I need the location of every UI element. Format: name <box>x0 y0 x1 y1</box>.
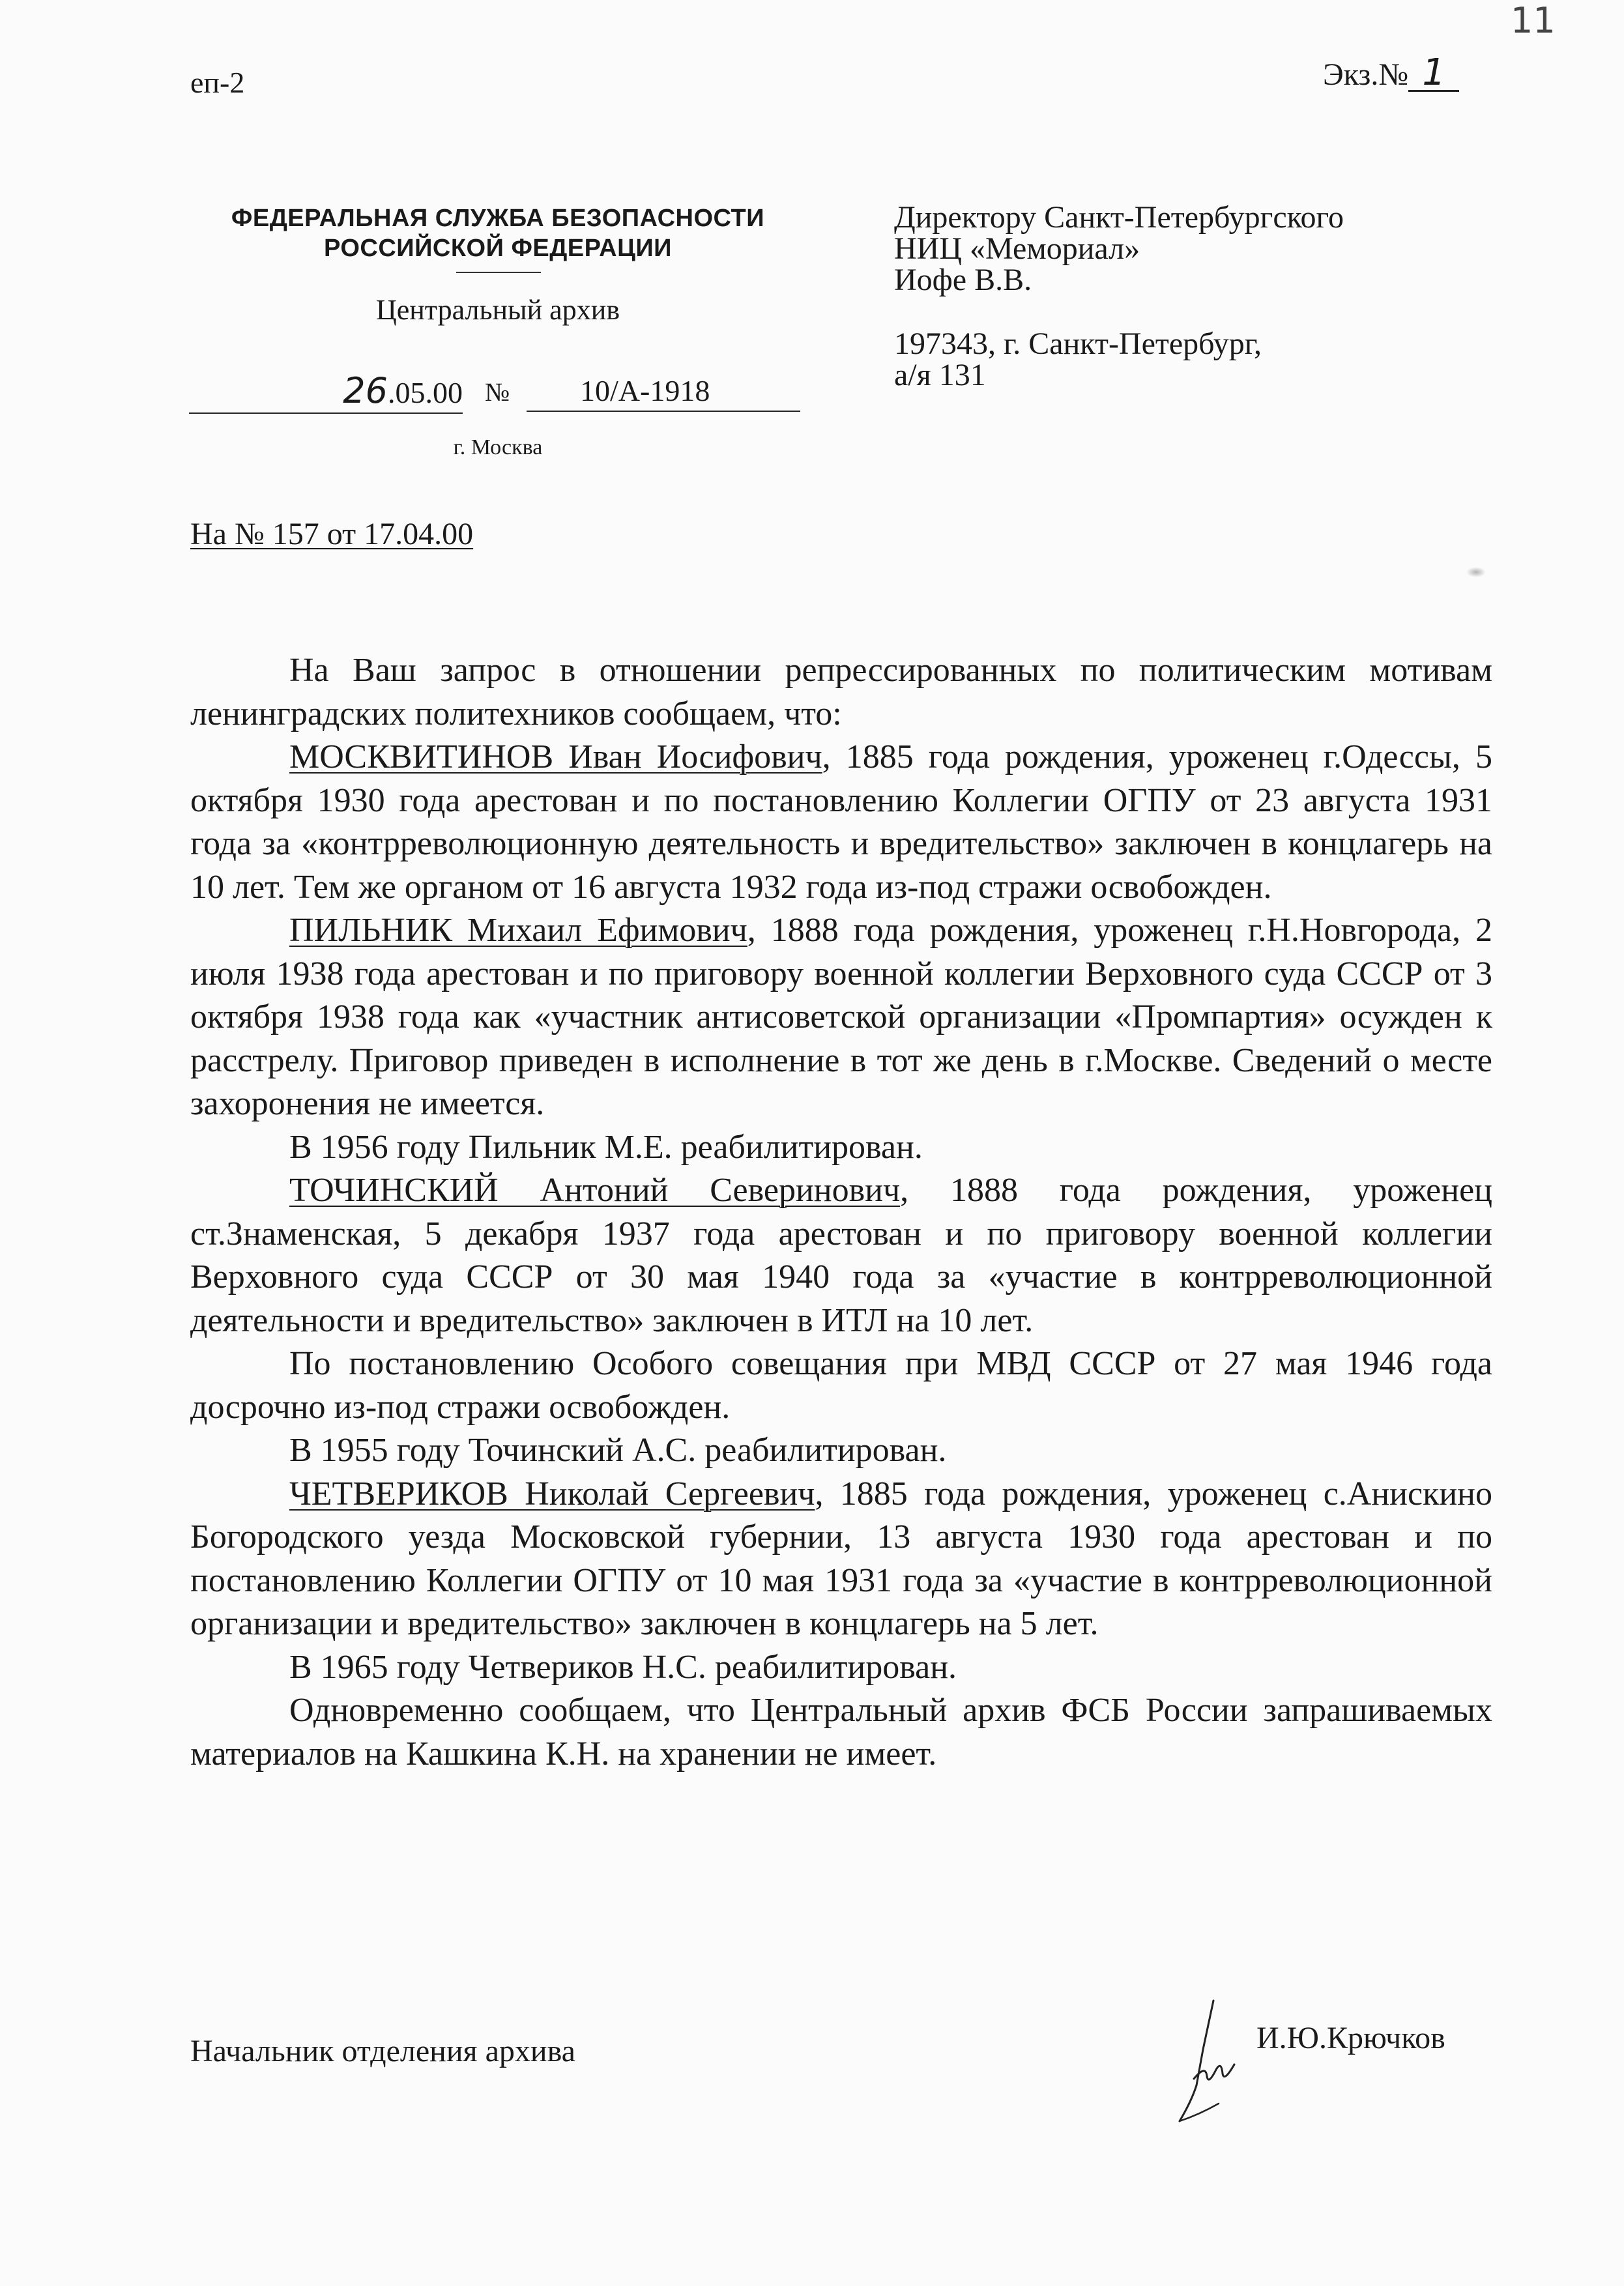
document-code: еп-2 <box>190 66 245 99</box>
addressee-address-1: 197343, г. Санкт-Петербург, <box>894 326 1262 361</box>
copy-number-value: 1 <box>1408 56 1459 92</box>
addressee-block <box>894 202 1494 391</box>
scan-smudge <box>1466 567 1486 577</box>
person-2-name: ПИЛЬНИК Михаил Ефимович <box>289 912 747 949</box>
addressee-address-2: а/я 131 <box>894 358 986 392</box>
person-3-details: , 1888 года рождения, уроженец ст.Знаменская, 5 декабря 1937 года арестован и по приговору военной коллегии Верховного суда СССР от 30 мая 1940 года за «участие в контрреволюционной деятельности и вредительство» заключен в ИТЛ на 10 лет. <box>190 1172 1492 1339</box>
signer-title: Начальник отделения архива <box>190 2034 575 2068</box>
body-intro: На Ваш запрос в отношении репрессированных по политическим мотивам ленинградских политехников сообщаем, что: <box>190 652 1492 732</box>
copy-number <box>1323 51 1459 94</box>
reference-to-request: На № 157 от 17.04.00 <box>190 517 474 551</box>
sender-city: г. Москва <box>453 435 543 459</box>
addressee-line-1: Директору Санкт-Петербургского <box>894 200 1344 235</box>
agency-line-2: РОССИЙСКОЙ ФЕДЕРАЦИИ <box>323 235 672 262</box>
addressee-line-2: НИЦ «Мемориал» <box>894 231 1140 266</box>
date-handwritten-day: 26 <box>343 370 388 411</box>
body-person-4-rehab: В 1965 году Четвериков Н.С. реабилитирован. <box>289 1648 957 1686</box>
body-person-2-rehab: В 1956 году Пильник М.Е. реабилитирован. <box>289 1128 923 1166</box>
letter-body <box>190 649 1492 1776</box>
handwritten-signature <box>1153 1988 1251 2144</box>
body-person-4 <box>190 1473 1492 1646</box>
body-closing: Одновременно сообщаем, что Центральный архив ФСБ России запрашиваемых материалов на Кашкина К.Н. на хранении не имеет. <box>190 1692 1492 1772</box>
sender-agency <box>189 203 807 263</box>
date-printed: .05.00 <box>388 376 463 409</box>
outgoing-number: 10/А-1918 <box>527 371 800 412</box>
addressee-line-3: Иофе В.В. <box>894 263 1032 297</box>
person-1-name: МОСКВИТИНОВ Иван Иосифович <box>289 738 822 775</box>
number-sign: № <box>485 377 510 407</box>
agency-line-1: ФЕДЕРАЛЬНАЯ СЛУЖБА БЕЗОПАСНОСТИ <box>231 205 765 232</box>
archive-page-number: 11 <box>1511 0 1556 41</box>
body-person-3 <box>190 1169 1492 1342</box>
signer-name: И.Ю.Крючков <box>1256 2021 1445 2055</box>
signature-drawing <box>1153 1988 1251 2144</box>
body-person-3-rehab: В 1955 году Точинский А.С. реабилитирован. <box>289 1432 947 1469</box>
body-person-2 <box>190 909 1492 1126</box>
person-4-name: ЧЕТВЕРИКОВ Николай Сергеевич <box>289 1475 815 1512</box>
person-4-details: , 1885 года рождения, уроженец с.Анискино Богородского уезда Московской губернии, 13 августа 1930 года арестован и по постановлению Коллегии ОГПУ от 10 мая 1931 года за «участие в контрреволюционной организации и вредительство» заключен в концлагерь на 5 лет. <box>190 1475 1492 1642</box>
agency-divider <box>456 272 541 273</box>
copy-number-label: Экз.№ <box>1323 57 1409 92</box>
body-person-1 <box>190 736 1492 909</box>
sender-archive: Центральный архив <box>375 294 620 326</box>
person-3-name: ТОЧИНСКИЙ Антоний Северинович <box>289 1172 901 1209</box>
person-1-details: , 1885 года рождения, уроженец г.Одессы, 5 октября 1930 года арестован и по постановлению Коллегии ОГПУ от 23 августа 1931 года за «контрреволюционную деятельность и вредительство» заключен в концлагерь на 10 лет. Тем же органом от 16 августа 1932 года из-под стражи освобожден. <box>190 738 1492 906</box>
outgoing-date <box>189 371 463 414</box>
body-person-3-release: По постановлению Особого совещания при МВД СССР от 27 мая 1946 года досрочно из-под стражи освобожден. <box>190 1345 1492 1426</box>
person-2-details: , 1888 года рождения, уроженец г.Н.Новгорода, 2 июля 1938 года арестован и по приговору военной коллегии Верховного суда СССР от 3 октября 1938 года как «участник антисоветской организации «Промпартия» осужден к расстрелу. Приговор приведен в исполнение в тот же день в г.Москве. Сведений о месте захоронения не имеется. <box>190 912 1492 1122</box>
